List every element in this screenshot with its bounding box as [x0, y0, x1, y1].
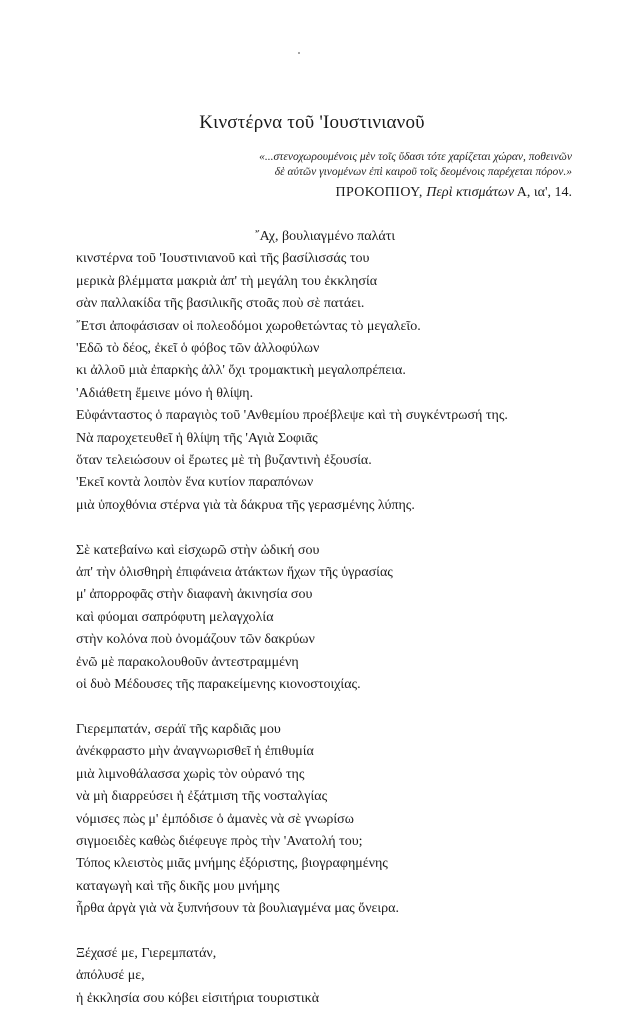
poem-line: ἡ ἐκκλησία σου κόβει εἰσιτήρια τουριστικὰ [76, 990, 320, 1006]
stanza [0, 719, 624, 921]
poem-line: ὅταν τελειώσουν οἱ ἔρωτες μὲ τὴ βυζαντινὴ ἐξουσία. [76, 453, 372, 469]
epigraph-source [336, 185, 573, 201]
epigraph-line: «...στενοχωρουμένοις μὲν τοῖς ὕδασι τότε χαρίζεται χώραν, ποθεινῶν [259, 151, 572, 163]
poem-line: νόμισες πὼς μ' ἐμπόδισε ὁ ἀμανὲς νὰ σὲ γνωρίσω [76, 811, 354, 827]
poem-line: ἀνέκφραστο μὴν ἀναγνωρισθεῖ ἡ ἐπιθυμία [76, 744, 314, 760]
poem-line: 'Εκεῖ κοντὰ λοιπὸν ἕνα κυτίον παραπόνων [76, 475, 314, 491]
poem-line: ἦρθα ἀργὰ γιὰ νὰ ξυπνήσουν τὰ βουλιαγμένα μας ὄνειρα. [76, 901, 399, 917]
stanza [0, 540, 624, 697]
poem-line: σιγμοειδὲς καθὼς διέφευγε πρὸς τὴν 'Ανατολή του; [76, 833, 363, 849]
poem-line: ἐνῶ μὲ παρακολουθοῦν ἀντεστραμμένη [76, 654, 299, 670]
poem-line: ἀπόλυσέ με, [76, 968, 145, 984]
epigraph [152, 150, 572, 180]
source-author: ΠΡΟΚΟΠΙΟΥ, [335, 185, 423, 200]
poem-line: Νὰ παροχετευθεῖ ἡ θλίψη τῆς 'Αγιὰ Σοφιᾶς [76, 430, 318, 446]
poem-body [0, 226, 624, 1033]
page-mark [298, 52, 300, 54]
poem-line: 'Αδιάθετη ἔμεινε μόνο ἡ θλίψη. [76, 385, 254, 401]
poem-line: 'Εδῶ τὸ δέος, ἐκεῖ ὁ φόβος τῶν ἀλλοφύλων [76, 341, 320, 357]
source-work: Περὶ κτισμάτων [426, 185, 515, 200]
poem-line: Ξέχασέ με, Γιερεμπατάν, [76, 945, 217, 961]
epigraph-line: δὲ αὐτῶν γινομένων ἐπὶ καιροῦ τοῖς δεομένοις παρέχεται πόρον.» [274, 166, 572, 178]
source-reference: Α, ια', 14. [516, 185, 572, 200]
poem-title: Κινστέρνα τοῦ 'Ιουστινιανοῦ [199, 112, 425, 133]
poem-line: ῎Αχ, βουλιαγμένο παλάτι [255, 229, 396, 244]
poem-line: ῎Ετσι ἀποφάσισαν οἱ πολεοδόμοι χωροθετώντας τὸ μεγαλεῖο. [76, 318, 421, 334]
poem-line: Γιερεμπατάν, σεράϊ τῆς καρδιᾶς μου [76, 721, 281, 737]
poem-line: μερικὰ βλέμματα μακριὰ ἀπ' τὴ μεγάλη του ἐκκλησία [76, 273, 378, 289]
poem-line: καταγωγὴ καὶ τῆς δικῆς μου μνήμης [76, 878, 280, 894]
poem-line: κινστέρνα τοῦ 'Ιουστινιανοῦ καὶ τῆς βασίλισσάς του [76, 251, 370, 267]
stanza [0, 226, 624, 517]
poem-line: Εὐφάνταστος ὁ παραγιὸς τοῦ 'Ανθεμίου προέβλεψε καὶ τὴ συγκέντρωσή της. [76, 408, 508, 424]
poem-line: Σὲ κατεβαίνω καὶ εἰσχωρῶ στὴν ὠδική σου [76, 542, 320, 558]
poem-line: στὴν κολόνα ποὺ ὀνομάζουν τῶν δακρύων [76, 632, 315, 648]
poem-line: Τόπος κλειστὸς μιᾶς μνήμης ἐξόριστης, βιογραφημένης [76, 856, 388, 872]
poem-line: μιὰ λιμνοθάλασσα χωρὶς τὸν οὐρανό της [76, 766, 305, 782]
poem-line: καὶ φύομαι σαπρόφυτη μελαγχολία [76, 609, 274, 625]
stanza [0, 943, 624, 1010]
poem-line: μ' ἀπορροφᾶς στὴν διαφανὴ ἀκινησία σου [76, 587, 313, 603]
poem-line: σὰν παλλακίδα τῆς βασιλικῆς στοᾶς ποὺ σὲ πατάει. [76, 296, 365, 312]
poem-line: ἀπ' τὴν ὀλισθηρὴ ἐπιφάνεια ἀτάκτων ἤχων τῆς ὑγρασίας [76, 565, 393, 581]
poem-line: νὰ μὴ διαρρεύσει ἡ ἐξάτμιση τῆς νοσταλγίας [76, 789, 328, 805]
poem-line: κι ἀλλοῦ μιὰ ἐπαρκὴς ἀλλ' ὄχι τρομακτικὴ μεγαλοπρέπεια. [76, 363, 406, 379]
poem-line: οἱ δυὸ Μέδουσες τῆς παρακείμενης κιονοστοιχίας. [76, 677, 361, 693]
poem-line: μιὰ ὑποχθόνια στέρνα γιὰ τὰ δάκρυα τῆς γερασμένης λύπης. [76, 497, 415, 513]
